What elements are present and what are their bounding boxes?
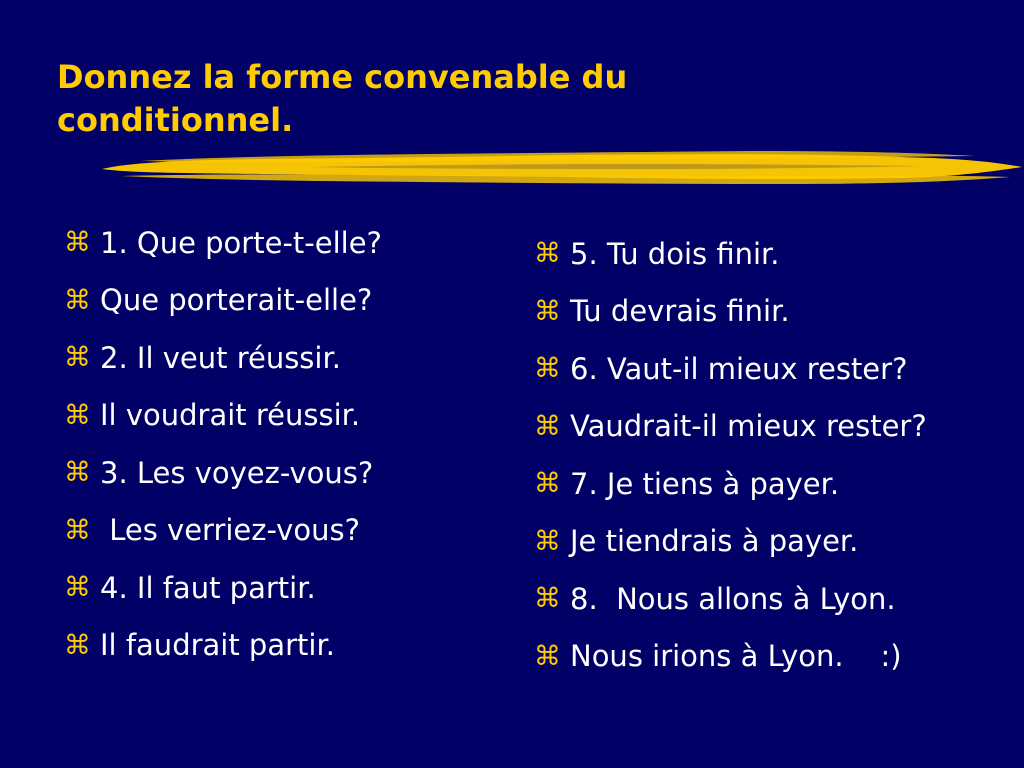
list-item: [64, 387, 382, 445]
title-line-1: Donnez la forme convenable du: [57, 58, 628, 96]
command-key-icon: ⌘: [64, 342, 91, 374]
command-key-icon: ⌘: [534, 295, 561, 327]
list-item-text: Les verriez-vous?: [100, 513, 360, 548]
command-key-icon: ⌘: [64, 629, 91, 661]
command-key-icon: ⌘: [534, 468, 561, 500]
slide-title: [57, 56, 957, 142]
list-item: [64, 617, 382, 675]
list-item-text: Il faudrait partir.: [100, 628, 335, 663]
list-item: [534, 628, 927, 686]
list-item-text: 1. Que porte-t-elle?: [100, 225, 382, 260]
list-item: [64, 329, 382, 387]
command-key-icon: ⌘: [64, 572, 91, 604]
list-item-text: 7. Je tiens à payer.: [570, 466, 840, 501]
command-key-icon: ⌘: [64, 457, 91, 489]
list-item: [64, 559, 382, 617]
right-column-list: [534, 225, 927, 685]
list-item: [64, 444, 382, 502]
command-key-icon: ⌘: [534, 410, 561, 442]
command-key-icon: ⌘: [534, 238, 561, 270]
title-line-2: conditionnel.: [57, 101, 294, 139]
list-item-text: 6. Vaut-il mieux rester?: [570, 351, 908, 386]
list-item: [534, 398, 927, 456]
command-key-icon: ⌘: [534, 640, 561, 672]
list-item: [64, 502, 382, 560]
command-key-icon: ⌘: [64, 227, 91, 259]
list-item-text: 2. Il veut réussir.: [100, 340, 341, 375]
command-key-icon: ⌘: [64, 284, 91, 316]
list-item: [534, 513, 927, 571]
list-item: [534, 455, 927, 513]
list-item-text: 5. Tu dois finir.: [570, 236, 780, 271]
list-item: [534, 570, 927, 628]
command-key-icon: ⌘: [64, 514, 91, 546]
command-key-icon: ⌘: [64, 399, 91, 431]
command-key-icon: ⌘: [534, 583, 561, 615]
list-item-text: 4. Il faut partir.: [100, 570, 316, 605]
list-item-text: Nous irions à Lyon. :): [570, 639, 902, 674]
command-key-icon: ⌘: [534, 353, 561, 385]
list-item-text: Tu devrais finir.: [570, 294, 790, 329]
list-item: [64, 272, 382, 330]
list-item-text: Je tiendrais à payer.: [570, 524, 859, 559]
list-item-text: Vaudrait-il mieux rester?: [570, 409, 927, 444]
list-item: [534, 283, 927, 341]
list-item: [534, 225, 927, 283]
list-item: [534, 340, 927, 398]
list-item-text: 3. Les voyez-vous?: [100, 455, 374, 490]
brush-underline: [100, 146, 1024, 192]
command-key-icon: ⌘: [534, 525, 561, 557]
list-item-text: 8. Nous allons à Lyon.: [570, 581, 896, 616]
list-item: [64, 214, 382, 272]
list-item-text: Que porterait-elle?: [100, 283, 373, 318]
list-item-text: Il voudrait réussir.: [100, 398, 361, 433]
left-column-list: [64, 214, 382, 674]
